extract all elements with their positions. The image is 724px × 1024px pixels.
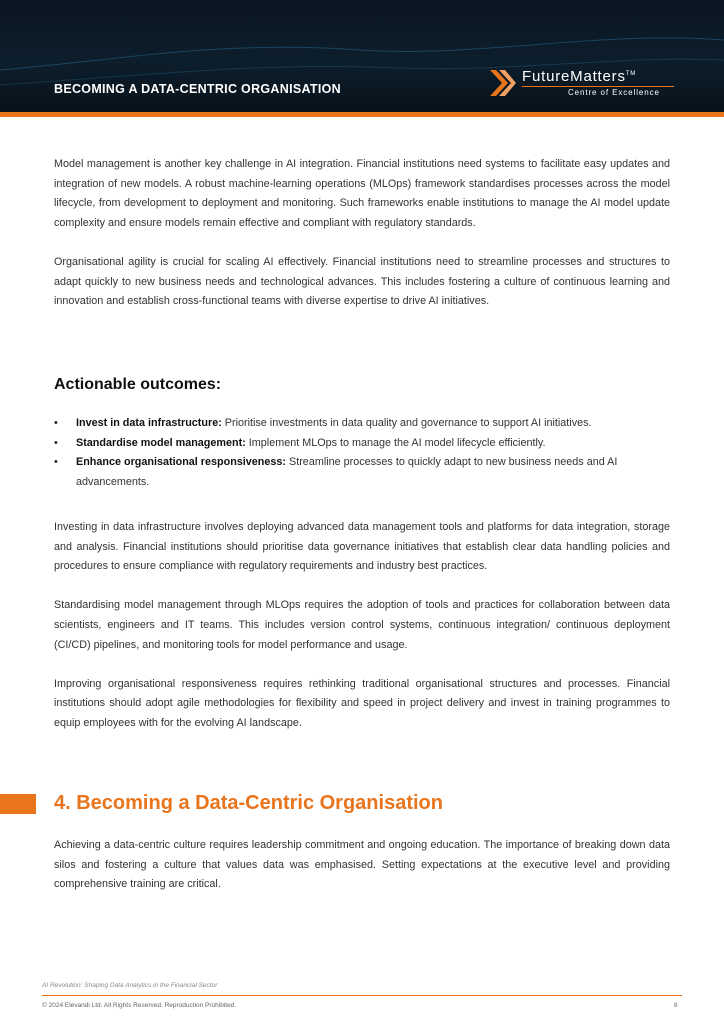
futurematters-logo: [490, 66, 680, 102]
list-item: • Enhance organisational responsiveness: Streamline processes to quickly adapt to new business needs and AI advancements.: [54, 453, 670, 492]
header-accent-bar: [0, 112, 724, 117]
paragraph: Improving organisational responsiveness requires rethinking traditional organisational structures and processes. Financial institutions should adopt agile methodologies for flexibility and speed in project delivery and invest in training programmes to equip employees with for the evolving AI landscape.: [54, 677, 670, 729]
section-marker: [0, 794, 36, 814]
section-text: [54, 836, 670, 895]
logo-subtitle: Centre of Excellence: [568, 88, 660, 97]
list-item: • Standardise model management: Implement MLOps to manage the AI model lifecycle efficiently.: [54, 434, 670, 454]
outcomes-list: [54, 414, 670, 492]
footer-doc-title: AI Revolution: Shaping Data Analytics in the Financial Sector: [42, 982, 218, 989]
outcomes-heading: Actionable outcomes:: [54, 376, 222, 393]
logo-name: FutureMatters™: [522, 68, 637, 85]
header-title: BECOMING A DATA-CENTRIC ORGANISATION: [54, 82, 341, 96]
logo-chevron-icon: [490, 70, 516, 96]
intro-text: [54, 155, 670, 312]
paragraph: Achieving a data-centric culture requires leadership commitment and ongoing education. The importance of breaking down data silos and fostering a culture that values data was emphasised. Setting expectations at the executive level and providing comprehensive training are critical.: [54, 839, 670, 891]
footer-rule: [42, 995, 682, 996]
logo-rule: [522, 86, 674, 87]
page-number: 8: [674, 1002, 678, 1009]
list-item: • Invest in data infrastructure: Prioritise investments in data quality and governance to support AI initiatives.: [54, 414, 670, 434]
paragraph: Investing in data infrastructure involves deploying advanced data management tools and platforms for data integration, storage and analysis. Financial institutions should prioritise data governance initiatives that establish clear data handling policies and procedures to ensure compliance with regulatory requirements and industry best practices.: [54, 521, 670, 573]
body-text: [54, 518, 670, 734]
footer-copyright: © 2024 Elevandi Ltd. All Rights Reserved. Reproduction Prohibited.: [42, 1002, 237, 1009]
section-heading: 4. Becoming a Data-Centric Organisation: [54, 792, 443, 814]
paragraph: Standardising model management through MLOps requires the adoption of tools and practices for collaboration between data scientists, engineers and IT teams. This includes version control systems, continuous integration/ continuous deployment (CI/CD) pipelines, and monitoring tools for model performance and usage.: [54, 599, 670, 651]
paragraph: Organisational agility is crucial for scaling AI effectively. Financial institutions need to streamline processes and structures to adapt quickly to new business needs and technological advances. This includes fostering a culture of continuous learning and innovation and establish cross-functional teams with diverse expertise to drive AI initiatives.: [54, 255, 670, 308]
paragraph: Model management is another key challenge in AI integration. Financial institutions need systems to facilitate easy updates and integration of new models. A robust machine-learning operations (MLOps) framework standardises processes across the model lifecycle, from development to deployment and monitoring. Such frameworks enable institutions to manage the AI model update complexity and ensure models remain effective and compliant with regulatory standards.: [54, 158, 670, 229]
page-header: [0, 0, 724, 112]
